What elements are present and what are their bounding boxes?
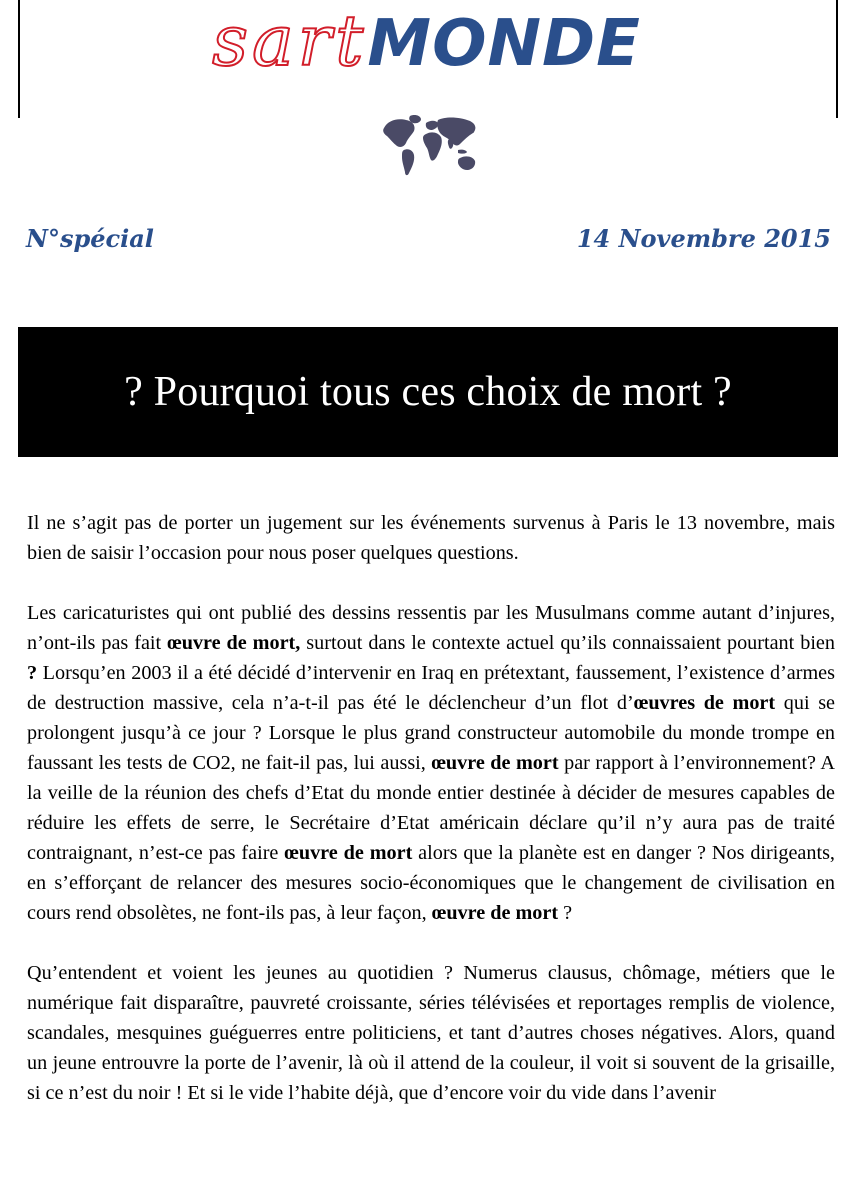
emphasis-oeuvre-de-mort: œuvre de mort, <box>167 632 301 654</box>
text-span: ? <box>558 902 573 924</box>
text-span: Lorsqu’en 2003 il a été décidé d’intervenir en Iraq en prétextant, faussement, l’existence d’armes de destruction massive, cela n’a-t-il pas été le déclencheur d’un flot d’ <box>27 662 835 714</box>
text-span: qui se prolongent jusqu’à ce jour ? Lorsque le plus grand constructeur automobile du monde trompe en faussant les tests de CO2, ne fait-il pas, lui aussi, <box>27 692 836 774</box>
text-span: par rapport à l’environnement? A la veille de la réunion des chefs d’Etat du monde entier destinée à décider de mesures capables de réduire les effets de serre, le Secrétaire d’Etat américain déclare qu’il n’y aura pas de traité contraignant, n’est-ce pas faire <box>27 752 835 864</box>
article-body <box>27 508 835 1138</box>
issue-date: 14 Novembre 2015 <box>576 224 831 253</box>
emphasis-oeuvre-de-mort: œuvre de mort <box>431 752 559 774</box>
headline-banner <box>18 327 838 457</box>
paragraph-intro: Il ne s’agit pas de porter un jugement sur les événements survenus à Paris le 13 novembre, mais bien de saisir l’occasion pour nous poser quelques questions. <box>27 512 835 564</box>
text-span: Les caricaturistes qui ont publié des dessins ressentis par les Musulmans comme autant d’injures, n’ont-ils pas fait <box>27 602 835 654</box>
issue-label: N°spécial <box>26 224 154 253</box>
text-span: surtout dans le contexte actuel qu’ils connaissaient pourtant bien <box>300 632 835 654</box>
emphasis-oeuvre-de-mort: œuvre de mort <box>431 902 559 924</box>
paragraph-oeuvres-de-mort <box>27 598 835 928</box>
world-map-icon <box>380 112 480 182</box>
paragraph-jeunes: Qu’entendent et voient les jeunes au quotidien ? Numerus clausus, chômage, métiers que le numérique fait disparaître, pauvreté croissante, séries télévisées et reportages remplis de violence, scandales, mesquines guéguerres entre politiciens, et tant d’autres choses négatives. Alors, quand un jeune entrouvre la porte de l’avenir, là où il attend de la couleur, il voit si souvent de la grisaille, si ce n’est du noir ! Et si le vide l’habite déjà, que d’encore voir du vide dans l’avenir <box>27 962 835 1104</box>
brand-name-monde: MONDE <box>367 7 641 81</box>
emphasis-question-mark: ? <box>27 662 38 684</box>
headline: ? Pourquoi tous ces choix de mort ? <box>124 369 732 415</box>
brand-name-sart: sart <box>212 0 368 82</box>
emphasis-oeuvre-de-mort: œuvre de mort <box>284 842 413 864</box>
text-span: alors que la planète est en danger ? Nos dirigeants, en s’efforçant de relancer des mesures socio-économiques que le changement de civilisation en cours rend obsolètes, ne font-ils pas, à leur façon, <box>27 842 835 924</box>
masthead-logo <box>0 0 853 82</box>
emphasis-oeuvres-de-mort: œuvres de mort <box>633 692 776 714</box>
